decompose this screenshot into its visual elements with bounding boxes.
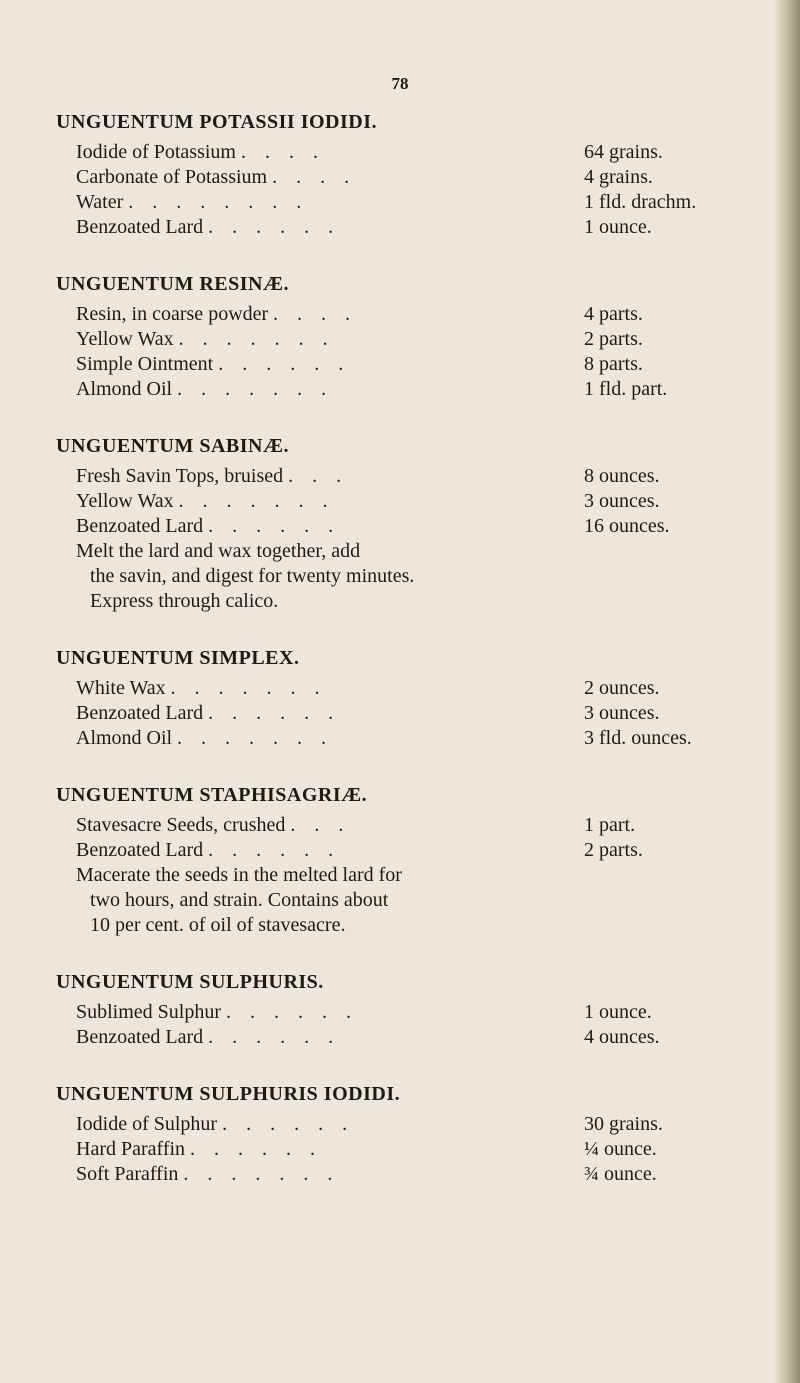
leader-dots: . . . . . . (208, 839, 341, 861)
ingredient-quantity: 4 parts. (584, 303, 643, 325)
ingredient-cell (56, 1137, 584, 1162)
leader-dots: . . . . . . (218, 353, 351, 375)
recipe-title: UNGUENTUM POTASSII IODIDI. (56, 111, 378, 133)
ingredient-row (56, 464, 756, 489)
leader-dots: . . . . . . . (183, 1163, 340, 1185)
recipe-section (56, 432, 756, 614)
instruction-line: Express through calico. (90, 590, 279, 612)
leader-dots: . . . (290, 814, 351, 836)
leader-dots: . . . . . . (208, 702, 341, 724)
page-edge-shadow (774, 0, 800, 1383)
ingredient-name: Soft Paraffin (76, 1163, 179, 1185)
leader-dots: . . . . . . (190, 1138, 323, 1160)
ingredient-cell (56, 838, 584, 863)
ingredient-name: Resin, in coarse powder (76, 303, 269, 325)
leader-dots: . . . . . . (208, 216, 341, 238)
ingredient-quantity: 8 parts. (584, 353, 643, 375)
leader-dots: . . . . . . . (177, 727, 334, 749)
ingredient-name: Benzoated Lard (76, 515, 204, 537)
ingredient-quantity: ¾ ounce. (584, 1163, 657, 1185)
ingredient-name: Iodide of Sulphur (76, 1113, 218, 1135)
recipe-title: UNGUENTUM SULPHURIS IODIDI. (56, 1083, 401, 1105)
ingredient-name: Benzoated Lard (76, 839, 204, 861)
ingredient-quantity: 2 parts. (584, 839, 643, 861)
ingredient-name: Carbonate of Potassium (76, 166, 268, 188)
ingredient-quantity: 16 ounces. (584, 515, 670, 537)
ingredient-quantity: 4 ounces. (584, 1026, 660, 1048)
leader-dots: . . . . (273, 303, 358, 325)
ingredient-name: Fresh Savin Tops, bruised (76, 465, 284, 487)
ingredient-row (56, 377, 756, 402)
leader-dots: . . . . (241, 141, 325, 163)
page-number: 78 (391, 74, 409, 93)
ingredient-quantity: 1 fld. drachm. (584, 191, 697, 213)
ingredient-row (56, 514, 756, 539)
ingredient-quantity: 30 grains. (584, 1113, 663, 1135)
ingredient-quantity: ¼ ounce. (584, 1138, 657, 1160)
ingredient-name: Stavesacre Seeds, crushed (76, 814, 286, 836)
ingredient-cell (56, 165, 584, 190)
ingredient-quantity: 1 ounce. (584, 1001, 652, 1023)
ingredient-row (56, 489, 756, 514)
ingredient-cell (56, 1025, 584, 1050)
ingredient-quantity: 3 ounces. (584, 702, 660, 724)
ingredient-quantity: 1 ounce. (584, 216, 652, 238)
recipe-section (56, 781, 756, 938)
ingredient-name: Almond Oil (76, 727, 173, 749)
recipe-section (56, 1080, 756, 1187)
ingredient-cell (56, 464, 584, 489)
instruction-line: 10 per cent. of oil of stavesacre. (90, 914, 346, 936)
leader-dots: . . . . . . . (178, 328, 335, 350)
ingredient-cell (56, 215, 584, 240)
ingredient-name: Simple Ointment (76, 353, 214, 375)
ingredient-name: Benzoated Lard (76, 702, 204, 724)
ingredient-cell (56, 701, 584, 726)
ingredient-cell (56, 676, 584, 701)
ingredient-row (56, 352, 756, 377)
ingredient-name: Sublimed Sulphur (76, 1001, 222, 1023)
recipe-title: UNGUENTUM SABINÆ. (56, 435, 289, 457)
ingredient-row (56, 327, 756, 352)
ingredient-cell (56, 190, 584, 215)
instruction-line: two hours, and strain. Contains about (90, 889, 389, 911)
ingredient-row (56, 302, 756, 327)
ingredient-row (56, 1162, 756, 1187)
ingredient-cell (56, 140, 584, 165)
ingredient-cell (56, 1112, 584, 1137)
recipe-section (56, 270, 756, 402)
ingredient-cell (56, 514, 584, 539)
leader-dots: . . . . . . . (170, 677, 327, 699)
leader-dots: . . . . . . . (177, 378, 334, 400)
recipe-title: UNGUENTUM SIMPLEX. (56, 647, 300, 669)
ingredient-row (56, 140, 756, 165)
ingredient-cell (56, 377, 584, 402)
instruction-line: Melt the lard and wax together, add (76, 540, 361, 562)
recipe-instructions (56, 863, 606, 938)
ingredient-row (56, 1000, 756, 1025)
ingredient-row (56, 215, 756, 240)
ingredient-quantity: 3 fld. ounces. (584, 727, 692, 749)
ingredient-row (56, 813, 756, 838)
ingredient-cell (56, 327, 584, 352)
leader-dots: . . . . . . . . (128, 191, 309, 213)
instruction-line: Macerate the seeds in the melted lard for (76, 864, 402, 886)
ingredient-name: Iodide of Potassium (76, 141, 236, 163)
ingredient-name: Almond Oil (76, 378, 173, 400)
ingredient-name: White Wax (76, 677, 166, 699)
ingredient-row (56, 1137, 756, 1162)
ingredient-row (56, 838, 756, 863)
ingredient-row (56, 676, 756, 701)
leader-dots: . . . . . . (226, 1001, 359, 1023)
leader-dots: . . . . (272, 166, 357, 188)
ingredient-name: Yellow Wax (76, 328, 174, 350)
ingredient-quantity: 1 part. (584, 814, 636, 836)
recipe-section (56, 968, 756, 1050)
leader-dots: . . . . . . (208, 515, 341, 537)
recipe-section (56, 644, 756, 751)
ingredient-cell (56, 1162, 584, 1187)
ingredient-row (56, 701, 756, 726)
ingredient-cell (56, 1000, 584, 1025)
ingredient-name: Benzoated Lard (76, 1026, 204, 1048)
recipe-instructions (56, 539, 606, 614)
ingredient-row (56, 1112, 756, 1137)
ingredient-row (56, 1025, 756, 1050)
ingredient-cell (56, 726, 584, 751)
instruction-line: the savin, and digest for twenty minutes. (90, 565, 415, 587)
ingredient-quantity: 64 grains. (584, 141, 663, 163)
leader-dots: . . . . . . (222, 1113, 355, 1135)
ingredient-cell (56, 352, 584, 377)
recipe-title: UNGUENTUM SULPHURIS. (56, 971, 324, 993)
ingredient-quantity: 4 grains. (584, 166, 653, 188)
ingredient-row (56, 165, 756, 190)
ingredient-quantity: 1 fld. part. (584, 378, 668, 400)
leader-dots: . . . . . . . (178, 490, 335, 512)
ingredient-quantity: 3 ounces. (584, 490, 660, 512)
ingredient-row (56, 726, 756, 751)
ingredient-name: Benzoated Lard (76, 216, 204, 238)
ingredient-name: Yellow Wax (76, 490, 174, 512)
ingredient-quantity: 8 ounces. (584, 465, 660, 487)
ingredient-cell (56, 489, 584, 514)
recipe-title: UNGUENTUM STAPHISAGRIÆ. (56, 784, 368, 806)
ingredient-quantity: 2 parts. (584, 328, 643, 350)
ingredient-quantity: 2 ounces. (584, 677, 660, 699)
ingredient-row (56, 190, 756, 215)
ingredient-cell (56, 813, 584, 838)
leader-dots: . . . . . . (208, 1026, 341, 1048)
ingredient-name: Hard Paraffin (76, 1138, 186, 1160)
ingredient-name: Water (76, 191, 124, 213)
ingredient-cell (56, 302, 584, 327)
recipe-title: UNGUENTUM RESINÆ. (56, 273, 289, 295)
leader-dots: . . . (288, 465, 349, 487)
recipe-section (56, 108, 756, 240)
recipe-list (56, 108, 756, 1217)
